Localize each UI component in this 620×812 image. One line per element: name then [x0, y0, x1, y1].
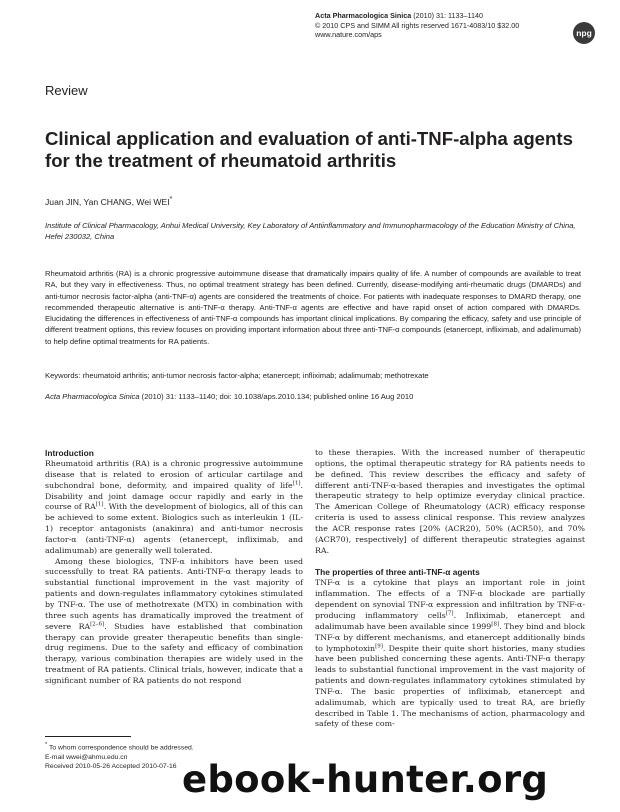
correspondence-note: To whom correspondence should be addressed. [47, 744, 194, 752]
journal-header [315, 11, 575, 40]
affiliation: Institute of Clinical Pharmacology, Anhui Medical University, Key Laboratory of Antiinflammatory and Immunopharmacology of the Education Ministry of China, Hefei 230032, China [45, 221, 576, 242]
copyright-line: © 2010 CPS and SIMM All rights reserved 1671-4083/10 $32.00 [315, 20, 520, 30]
author-list [45, 196, 172, 207]
authors-text: Juan JIN, Yan CHANG, Wei WEI [45, 196, 170, 207]
reference-1[interactable]: [1] [292, 480, 301, 487]
footnote-divider [45, 736, 131, 737]
abstract: Rheumatoid arthritis (RA) is a chronic progressive autoimmune disease that dramatically impairs quality of life. A number of compounds are available to treat RA, but they vary in effectiveness. Thus, no optimal treatment strategy has been defined. Currently, disease-modifying anti-rheumatic drugs (DMARDs) and anti-tumor necrosis factor-alpha (anti-TNF-α) agents are considered the treatments of choice. For patients with inadequate responses to DMARD therapy, one recommended therapeutic alternative is anti-TNF-α therapy. Anti-TNF-α agents are effective and have rapid onset of action compared with DMARDs. Elucidating the differences in effectiveness of anti-TNF-α compounds has important clinical implications. By comparing the efficacy, safety and use principle of different treatment options, this review focuses on providing important information about three anti-TNF-α compounds (etanercept, infliximab, and adalimumab) to help define optimal treatments for RA patients. [45, 269, 581, 346]
reference-8[interactable]: [8] [491, 621, 500, 628]
left-column [45, 448, 303, 687]
npg-logo-text: npg [576, 28, 592, 38]
intro-paragraph-2: Among these biologics, TNF-α inhibitors have been used successfully to treat RA patients. Anti-TNF-α therapy leads to substantial functional improvement in the vast majority of patients and down-regulates inflammatory cytokines stimulated by TNF-α. The use of methotrexate (MTX) in combination with three such agents has dramatically improved the treatment of severe RA[2–6]. Studies have established that combination therapy can provide greater therapeutic benefits than single-drug regimens. Due to the safety and efficacy of combination therapy, various combination therapies are widely used in the treatment of RA patients. Clinical trials, however, indicate that a significant number of RA patients do not respond [45, 556, 303, 685]
npg-logo [573, 22, 595, 44]
citation-details: (2010) 31: 1133–1140; doi: 10.1038/aps.2010.134; published online 16 Aug 2010 [139, 392, 414, 401]
watermark-text: ebook-hunter.org [182, 758, 549, 801]
correspondence-email[interactable]: E-mail wwei@ahmu.edu.cn [45, 753, 128, 761]
keywords-text: rheumatoid arthritis; anti-tumor necrosis factor-alpha; etanercept; infliximab; adalimumab; methotrexate [80, 371, 429, 380]
corresponding-author-mark: * [169, 196, 173, 203]
footnote-mark: * [45, 742, 48, 748]
received-accepted-dates: Received 2010-05-26 Accepted 2010-07-16 [45, 763, 177, 771]
reference-2-6[interactable]: [2–6] [90, 621, 105, 628]
reference-7[interactable]: [7] [445, 610, 454, 617]
intro-paragraph-3: to these therapies. With the increased number of therapeutic options, the optimal therapeutic strategy for RA patients needs to be defined. This review describes the efficacy and safety of different anti-TNF-α-based therapies and investigates the optimal therapeutic strategy to help optimize everyday clinical practice. The American College of Rheumatology (ACR) efficacy response criteria is used to assess clinical response. This review analyzes the ACR response rates [20% (ACR20), 50% (ACR50), and 70% (ACR70), respectively] of different therapeutic strategies against RA. [315, 448, 585, 555]
section-label: Review [45, 83, 88, 98]
reference-1b[interactable]: [1] [95, 501, 104, 508]
footnote [45, 741, 303, 772]
journal-url[interactable]: www.nature.com/aps [315, 30, 382, 40]
keywords [45, 370, 585, 381]
citation-line [45, 391, 585, 402]
article-title: Clinical application and evaluation of anti-TNF-alpha agents for the treatment of rheumatoid arthritis [45, 128, 573, 171]
keywords-label: Keywords: [45, 371, 81, 380]
intro-heading: Introduction [45, 448, 94, 458]
properties-heading: The properties of three anti-TNF-α agents [315, 567, 480, 578]
right-column [315, 448, 585, 730]
citation-journal: Acta Pharmacologica Sinica [45, 392, 140, 401]
journal-issue: (2010) 31: 1133–1140 [411, 11, 483, 20]
properties-paragraph: TNF-α is a cytokine that plays an important role in joint inflammation. The effects of a TNF-α blockade are partially dependent on synovial TNF-α expression and infiltration by TNF-α-producing inflammatory cells[7]. Infliximab, etanercept and adalimumab have been available since 1999[8]. They bind and block TNF-α by different mechanisms, and etanercept additionally binds to lymphotoxin[9]. Despite their quite short histories, many studies have been published concerning these agents. Anti-TNF-α therapy leads to substantial functional improvement in the vast majority of patients and down-regulates inflammatory cytokines stimulated by TNF-α. The basic properties of infliximab, etanercept and adalimumab, which are typically used to treat RA, are briefly described in Table 1. The mechanisms of action, pharmacology and safety of these com- [315, 578, 586, 729]
intro-paragraph-1: Rheumatoid arthritis (RA) is a chronic progressive autoimmune disease that is related to erosion of articular cartilage and subchondral bone, deformity, and impaired quality of life[1]. Disability and joint damage occur rapidly and early in the course of RA[1]. With the development of biologics, all of this can be achieved to some extent. Biologics such as interleukin 1 (IL-1) receptor antagonists (anakinra) and anti-tumor necrosis factor-α (anti-TNF-α) agents (etanercept, infliximab, and adalimumab) are generally well tolerated. [45, 459, 303, 555]
journal-name: Acta Pharmacologica Sinica [315, 11, 412, 20]
reference-9[interactable]: [9] [375, 642, 383, 649]
